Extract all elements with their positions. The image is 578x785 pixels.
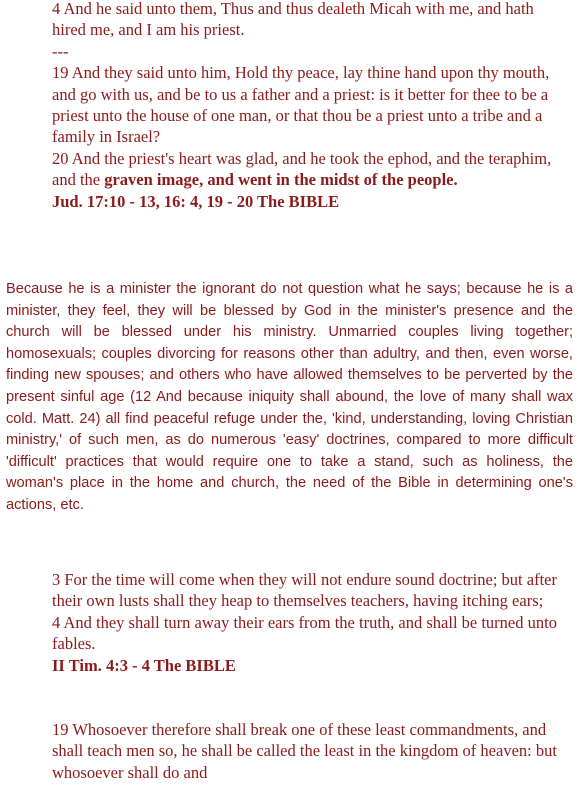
commentary-paragraph: Because he is a minister the ignorant do not question what he says; because he is a minister, they feel, they will be blessed by God in the minister's presence and the church will be blessed under his ministry. Unmarried couples living together; homosexuals; couples divorcing for reasons other than adultry, and then, even worse, finding new spouses; and others who have allowed themselves to be perverted by the present sinful age (12 And because iniquity shall abound, the love of many shall wax cold. Matt. 24) all find peaceful refuge under the, 'kind, understanding, loving Christian ministry,' of such men, as do numerous 'easy' doctrines, compared to more difficult 'difficult' practices that would require one to take a stand, such as holiness, the woman's place in the home and church, the need of the Bible in determining one's actions, etc. (6, 281, 573, 513)
verse-timothy-4: 4 And they shall turn away their ears from the truth, and shall be turned unto fables. (52, 612, 557, 654)
verse-matthew-19: 19 Whosoever therefore shall break one of these least commandments, and shall teach men so, he shall be called the least in the kingdom of heaven: but whosoever shall do and (52, 720, 557, 782)
verse-judges-19: 19 And they said unto him, Hold thy peace, lay thine hand upon thy mouth, and go with us, and be to us a father and a priest: is it better for thee to be a priest unto the house of one man, or that thou be a priest unto a tribe and a family in Israel? (52, 63, 550, 147)
scripture-reference-timothy: II Tim. 4:3 - 4 The BIBLE (52, 655, 236, 675)
verse-judges-20-emphasis: graven image, and went in the midst of the people. (104, 170, 458, 190)
scripture-quote-matthew (52, 719, 558, 783)
scripture-reference-judges: Jud. 17:10 - 13, 16: 4, 19 - 20 The BIBLE (52, 191, 340, 211)
verse-timothy-3: 3 For the time will come when they will not endure sound doctrine; but after their own lusts shall they heap to themselves teachers, having itching ears; (52, 570, 557, 611)
scripture-quote-timothy (52, 569, 558, 676)
scripture-quote-judges (52, 0, 558, 212)
quote-separator: --- (52, 41, 69, 61)
verse-judges-4: 4 And he said unto them, Thus and thus dealeth Micah with me, and hath hired me, and I am his priest. (52, 0, 534, 40)
verse-judges-20-text: 20 And the priest's heart was glad, and he took the ephod, and the teraphim, and the (52, 148, 552, 190)
verse-judges-20 (52, 148, 558, 191)
